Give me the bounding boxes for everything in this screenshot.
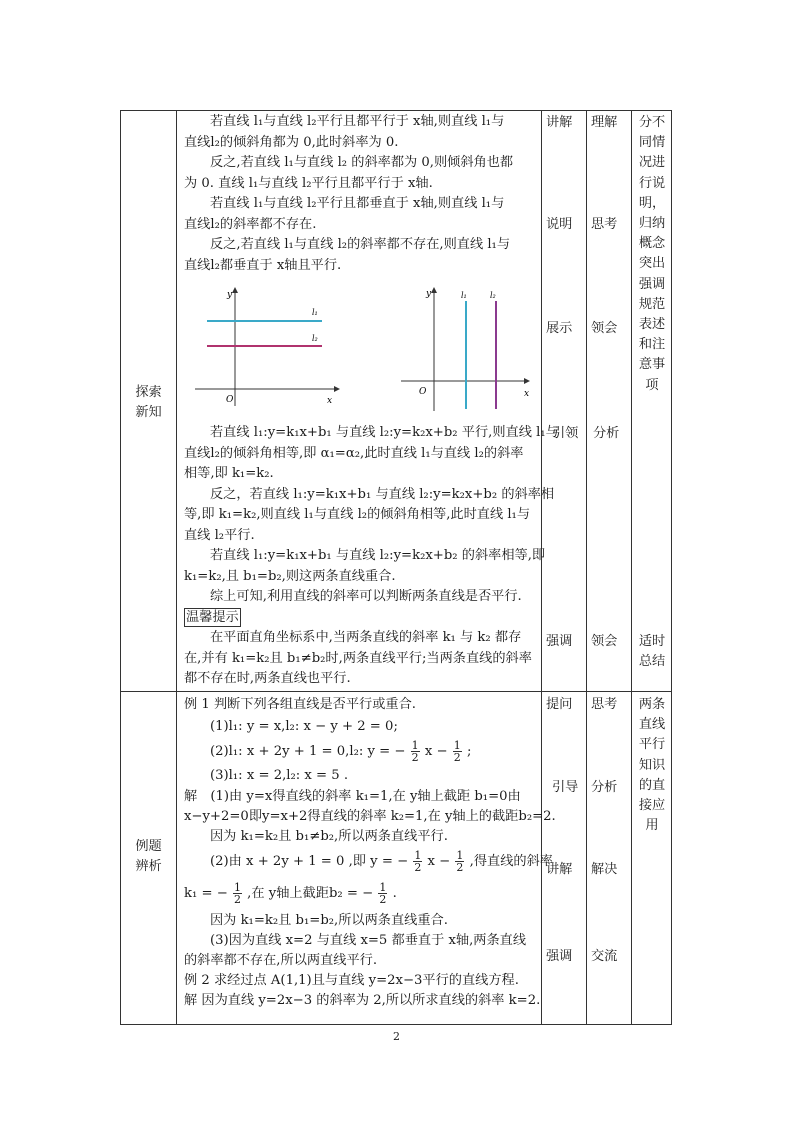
x-axis-label: x	[524, 389, 530, 399]
example-item: (3)l₁: x = 2,l₂: x = 5 .	[210, 768, 349, 783]
design-intent	[632, 695, 672, 836]
paragraph-line: 反之，若直线 l₁:y=k₁x+b₁ 与直线 l₂:y=k₂x+b₂ 的斜率相	[210, 486, 555, 502]
examples-content	[184, 695, 604, 1011]
category-line: 探索	[135, 385, 162, 400]
lesson-plan-table	[120, 110, 672, 1025]
fraction	[233, 882, 242, 905]
tip-line: 在平面直角坐标系中,当两条直线的斜率 k₁ 与 k₂ 都存	[210, 630, 522, 645]
l1-label: l₁	[312, 308, 318, 317]
item-text: ;	[466, 744, 472, 759]
paragraph-line: 等,即 k₁=k₂,则直线 l₁与直线 l₂的倾斜角相等,此时直线 l₁与	[184, 507, 531, 522]
explore-content-2	[184, 423, 604, 690]
tip-label: 温馨提示	[186, 609, 239, 625]
student-activity: 思考	[591, 697, 618, 712]
solution-line: x−y+2=0即y=x+2得直线的斜率 k₂=1,在 y轴上的截距b₂=2.	[184, 809, 556, 824]
category-line: 新知	[135, 405, 162, 420]
intent-line: 的直	[638, 777, 666, 793]
l2-label: l₂	[312, 334, 318, 343]
sol-text: ,在 y轴上截距b₂ = −	[247, 886, 374, 901]
student-activity: 交流	[591, 949, 618, 964]
intent-line: 总结	[638, 654, 666, 670]
example-title: 例 1 判断下列各组直线是否平行或重合.	[184, 697, 416, 712]
y-axis-label: y	[227, 290, 233, 300]
student-activity: 理解	[591, 115, 618, 130]
intent-line: 概念	[638, 236, 666, 252]
example-item: (1)l₁: y = x,l₂: x − y + 2 = 0;	[210, 719, 398, 734]
paragraph-line: 若直线 l₁:y=k₁x+b₁ 与直线 l₂:y=k₂x+b₂ 平行,则直线 l₁与	[210, 425, 559, 440]
paragraph-line: 若直线 l₁:y=k₁x+b₁ 与直线 l₂:y=k₂x+b₂ 的斜率相等,即	[210, 548, 546, 563]
frac-den: 2	[453, 751, 461, 764]
frac-den: 2	[411, 751, 419, 764]
intent-line: 表述	[638, 317, 666, 333]
horizontal-lines-figure	[195, 287, 340, 406]
column-divider	[176, 111, 177, 1024]
paragraph-line: k₁=k₂,且 b₁=b₂,则这两条直线重合.	[184, 568, 396, 584]
frac-num: 1	[379, 881, 387, 894]
origin-label: O	[419, 387, 427, 397]
teacher-activity: 引领	[552, 426, 579, 441]
sol-text: (2)由 x + 2y + 1 = 0 ,即 y = −	[210, 854, 409, 869]
design-intent-summary	[632, 632, 672, 672]
category-explore	[121, 383, 176, 423]
intent-line: 和注	[638, 337, 666, 353]
frac-den: 2	[233, 893, 241, 906]
paragraph-line: 若直线 l₁与直线 l₂平行且都平行于 x轴,则直线 l₁与	[210, 114, 505, 129]
vertical-lines-figure	[401, 287, 530, 411]
paragraph-line: 直线 l₂平行.	[184, 527, 255, 543]
sol-text: k₁ = −	[184, 886, 228, 901]
frac-num: 1	[453, 739, 461, 752]
l1-label: l₁	[461, 291, 467, 300]
sol-text: ,得直线的斜率	[469, 854, 553, 869]
frac-num: 1	[411, 739, 419, 752]
solution-line: 因为 k₁=k₂且 b₁≠b₂,所以两条直线平行.	[210, 829, 448, 844]
paragraph-line: 直线l₂的倾斜角相等,即 α₁=α₂,此时直线 l₁与直线 l₂的斜率	[184, 445, 524, 461]
frac-num: 1	[456, 849, 464, 862]
example-item	[184, 739, 604, 765]
student-activity: 解决	[591, 862, 618, 877]
teacher-activity: 提问	[546, 697, 573, 712]
explore-content	[184, 112, 604, 276]
teacher-activity: 强调	[546, 949, 573, 964]
page-number: 2	[393, 1030, 400, 1043]
intent-line: 况进	[638, 155, 666, 171]
frac-den: 2	[379, 893, 387, 906]
row-divider	[121, 691, 671, 692]
solution-line: 解 因为直线 y=2x−3 的斜率为 2,所以所求直线的斜率 k=2.	[184, 993, 541, 1008]
origin-label: O	[226, 395, 234, 405]
intent-line: 平行	[638, 737, 666, 753]
y-axis-label: y	[426, 289, 432, 299]
intent-line: 直线	[638, 717, 666, 733]
paragraph-line: 反之,若直线 l₁与直线 l₂的斜率都不存在,则直线 l₁与	[210, 237, 511, 252]
category-examples	[121, 837, 176, 877]
solution-line	[184, 847, 604, 877]
solution-line	[184, 877, 604, 911]
paragraph-line: 为 0. 直线 l₁与直线 l₂平行且都平行于 x轴.	[184, 175, 433, 191]
student-activity: 领会	[591, 321, 618, 336]
intent-line: 归纳	[638, 216, 666, 232]
frac-num: 1	[414, 849, 422, 862]
student-activity: 领会	[591, 634, 618, 649]
intent-line: 行说	[638, 175, 666, 191]
intent-line: 分不	[638, 115, 666, 130]
fraction	[378, 882, 387, 905]
solution-line: 的斜率都不存在,所以两直线平行.	[184, 953, 378, 968]
teacher-activity: 讲解	[546, 862, 573, 877]
paragraph-line: 直线l₂的斜率都不存在.	[184, 216, 317, 232]
teacher-activity: 说明	[546, 217, 573, 232]
intent-line: 知识	[638, 757, 666, 773]
intent-line: 项	[645, 377, 659, 393]
paragraph-line: 若直线 l₁与直线 l₂平行且都垂直于 x轴,则直线 l₁与	[210, 196, 505, 211]
sol-text: .	[392, 886, 397, 901]
intent-line: 强调	[638, 276, 666, 292]
tip-line: 都不存在时,两条直线也平行.	[184, 671, 351, 686]
student-activity: 思考	[591, 217, 618, 232]
paragraph-line: 反之,若直线 l₁与直线 l₂ 的斜率都为 0,则倾斜角也都	[210, 155, 514, 170]
paragraph-line: 相等,即 k₁=k₂.	[184, 466, 274, 481]
fraction	[453, 740, 462, 763]
tip-line: 在,并有 k₁=k₂且 b₁≠b₂时,两条直线平行;当两条直线的斜率	[184, 650, 532, 666]
example-title: 例 2 求经过点 A(1,1)且与直线 y=2x−3平行的直线方程.	[184, 973, 519, 988]
parallel-lines-figures	[189, 283, 539, 413]
fraction	[413, 850, 422, 873]
intent-line: 接应	[638, 798, 666, 814]
paragraph-line: 直线l₂都垂直于 x轴且平行.	[184, 257, 342, 273]
intent-line: 突出	[638, 256, 666, 272]
intent-line: 适时	[638, 634, 666, 649]
frac-den: 2	[456, 861, 464, 874]
x-axis-label: x	[327, 396, 333, 406]
intent-line: 明，	[638, 195, 666, 211]
item-text: (2)l₁: x + 2y + 1 = 0,l₂: y = −	[210, 744, 406, 759]
paragraph-line: 综上可知,利用直线的斜率可以判断两条直线是否平行.	[210, 589, 522, 604]
intent-line: 意事	[638, 357, 666, 373]
intent-line: 用	[645, 818, 659, 834]
design-intent	[632, 113, 672, 396]
fraction	[455, 850, 464, 873]
teacher-activity: 引导	[552, 780, 579, 795]
intent-line: 规范	[638, 296, 666, 312]
teacher-activity: 讲解	[546, 115, 573, 130]
solution-line: 因为 k₁=k₂且 b₁=b₂,所以两条直线重合.	[210, 913, 448, 928]
student-activity: 分析	[591, 780, 618, 795]
sol-text: x −	[427, 854, 451, 869]
solution-line: (3)因为直线 x=2 与直线 x=5 都垂直于 x轴,两条直线	[210, 933, 527, 948]
frac-num: 1	[233, 881, 241, 894]
frac-den: 2	[414, 861, 422, 874]
category-line: 辨析	[135, 859, 162, 874]
category-line: 例题	[135, 839, 162, 854]
student-activity: 分析	[593, 426, 620, 441]
teacher-activity: 强调	[546, 634, 573, 649]
teacher-activity: 展示	[546, 321, 573, 336]
item-text: x −	[424, 744, 448, 759]
paragraph-line: 直线l₂的倾斜角都为 0,此时斜率为 0.	[184, 134, 399, 150]
intent-line: 两条	[638, 697, 666, 712]
solution-line: 解 (1)由 y=x得直线的斜率 k₁=1,在 y轴上截距 b₁=0由	[184, 789, 521, 804]
fraction	[411, 740, 420, 763]
l2-label: l₂	[490, 291, 496, 300]
intent-line: 同情	[638, 135, 666, 151]
